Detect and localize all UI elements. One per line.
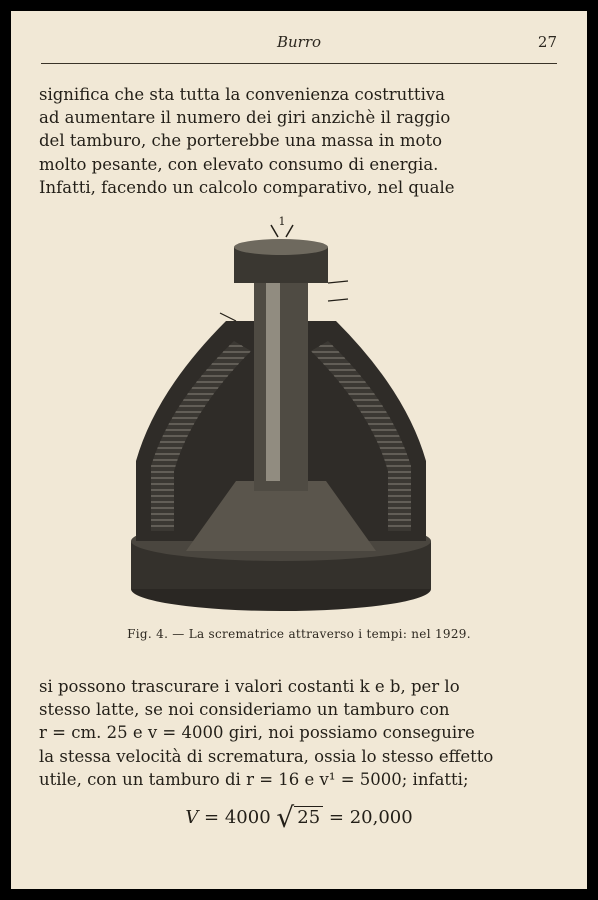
paragraph-top	[39, 83, 529, 199]
formula-lhs: V	[185, 807, 199, 828]
text-line: r = cm. 25 e v = 4000 giri, noi possiamo conseguire	[39, 723, 475, 743]
outlet-arrow	[220, 313, 236, 321]
top-cap-rim	[234, 239, 328, 255]
text-line: utile, con un tamburo di r = 16 e v¹ = 5000; infatti;	[39, 769, 469, 789]
text-line: significa che sta tutta la convenienza costruttiva	[39, 85, 445, 104]
page-header	[41, 33, 557, 64]
inflow-arrow	[286, 225, 293, 237]
formula-radicand: 25	[294, 806, 323, 828]
outlet-arrow	[328, 299, 348, 301]
running-title: Burro	[276, 33, 322, 51]
cream-separator-illustration	[116, 211, 446, 621]
figure-caption: Fig. 4. — La scrematrice attraverso i tempi: nel 1929.	[127, 627, 471, 641]
text-line: la stessa velocità di scrematura, ossia lo stesso effetto	[39, 746, 494, 766]
central-column	[254, 261, 308, 491]
paragraph-bottom	[39, 675, 529, 791]
formula-rhs: = 20,000	[328, 807, 413, 828]
arrow-label: 1	[278, 215, 286, 228]
inflow-arrow	[271, 225, 278, 237]
formula-eq: = 4000	[204, 807, 271, 828]
page-number: 27	[537, 33, 557, 51]
text-line: si possono trascurare i valori costanti k e b, per lo	[39, 677, 460, 696]
sqrt-symbol: √	[276, 801, 295, 834]
formula	[11, 801, 587, 834]
book-page	[11, 11, 587, 889]
text-line: ad aumentare il numero dei giri anzichè il raggio	[39, 108, 451, 128]
text-line: molto pesante, con elevato consumo di energia.	[39, 154, 439, 174]
text-line: stesso latte, se noi consideriamo un tamburo con	[39, 700, 450, 720]
text-line: del tamburo, che porterebbe una massa in moto	[39, 131, 443, 151]
column-highlight	[266, 271, 280, 481]
outlet-arrow	[328, 281, 348, 283]
text-line: Infatti, facendo un calcolo comparativo, nel quale	[39, 177, 455, 197]
